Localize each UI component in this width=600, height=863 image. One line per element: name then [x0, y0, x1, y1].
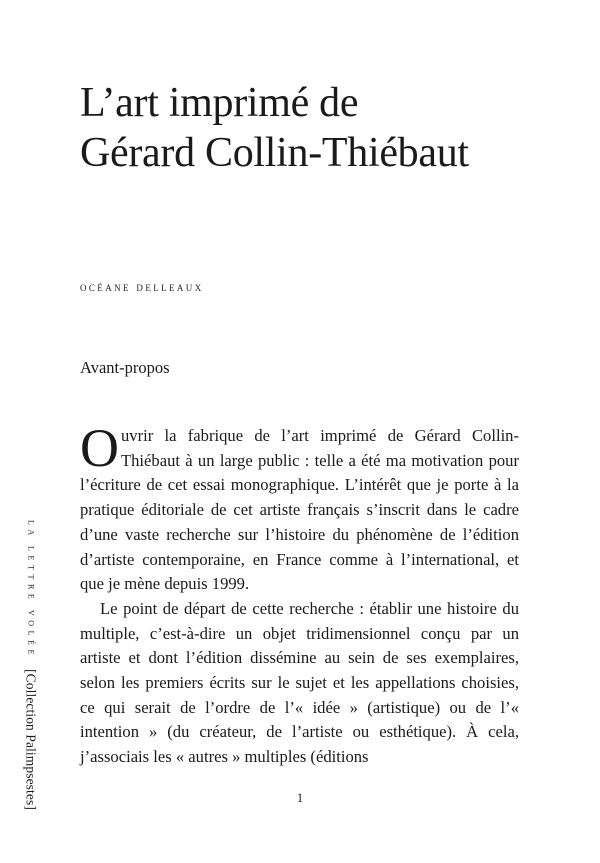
page-number: 1 — [296, 790, 304, 805]
spine-label — [22, 520, 40, 850]
publisher-name: LA LETTRE VOLÉE — [26, 520, 36, 660]
author-name: océane delleaux — [80, 280, 204, 294]
body-text — [80, 418, 519, 770]
collection-name: [Collection Palimpsestes] — [23, 669, 39, 810]
title-line-1: L’art imprimé de — [80, 80, 359, 126]
spine-text — [23, 520, 40, 810]
section-heading: Avant-propos — [80, 358, 170, 377]
paragraph-1: Ouvrir la fabrique de l’art imprimé de Gérard Collin-Thiébaut à un large public : telle a été ma motivation pour l’écriture de cet essai monographique. L’intérêt que je porte à la pratique éditoriale de cet artiste français s’inscrit dans le cadre d’une vaste recherche sur l’histoire du phénomène de l’édition d’artiste contemporaine, en France comme à l’international, et que je mène depuis 1999. — [80, 418, 519, 594]
book-title — [80, 78, 469, 178]
title-line-2: Gérard Collin-Thiébaut — [80, 130, 469, 176]
paragraph-2: Le point de départ de cette recherche : établir une histoire du multiple, c’est-à-dire un objet tridimensionnel conçu par un artiste et dont l’édition dissémine au sein de ses exemplaires, selon les premiers écrits sur le sujet et les appellations choisies, ce qui serait de l’ordre de l’« idée » (artistique) ou de l’« intention » (du créateur, de l’artiste ou esthétique). À cela, j’associais les « autres » multiples (éditions — [80, 598, 519, 767]
